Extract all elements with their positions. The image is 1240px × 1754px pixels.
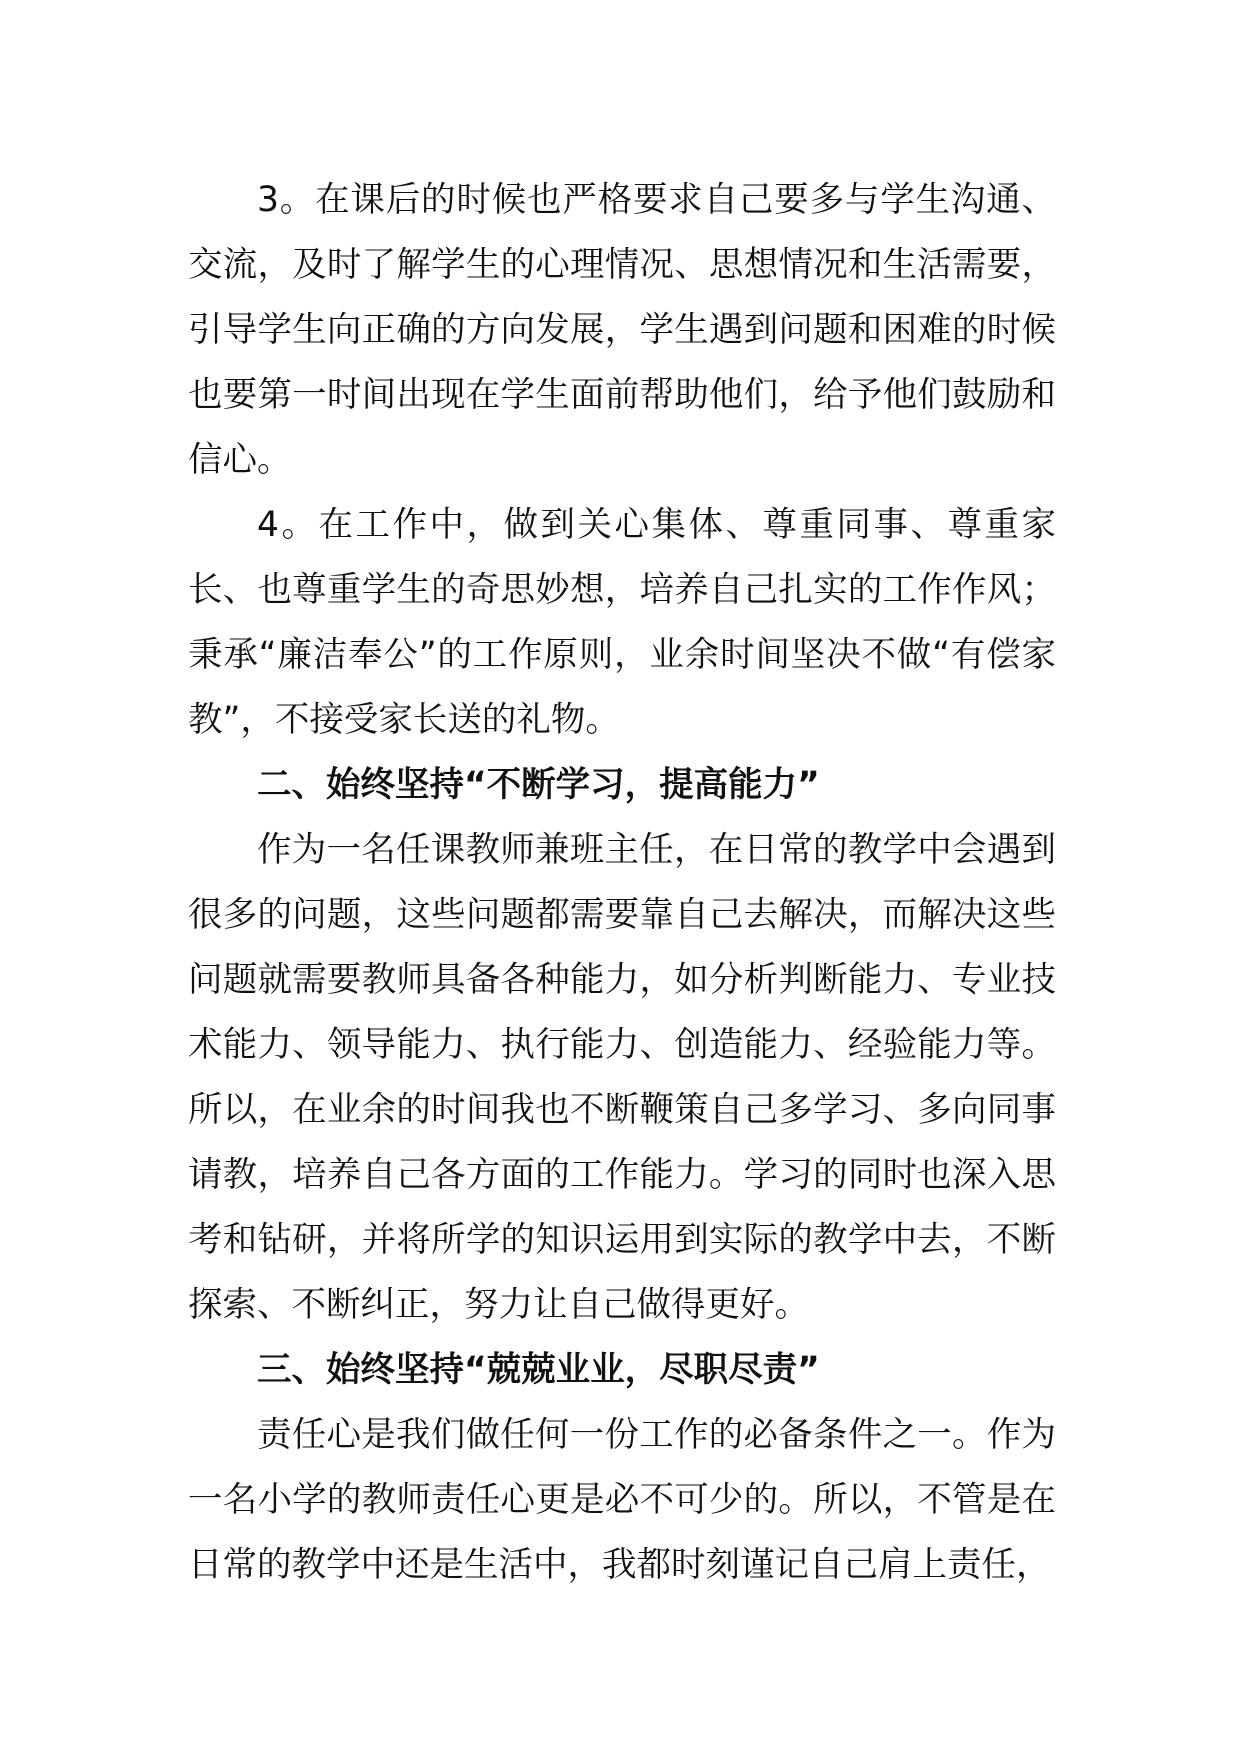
paragraph-section-2: 作为一名任课教师兼班主任，在日常的教学中会遇到很多的问题，这些问题都需要靠自己去解决，而解决这些问题就需要教师具备各种能力，如分析判断能力、专业技术能力、领导能力、执行能力、创造能力、经验能力等。所以，在业余的时间我也不断鞭策自己多学习、多向同事请教，培养自己各方面的工作能力。学习的同时也深入思考和钻研，并将所学的知识运用到实际的教学中去，不断探索、不断纠正，努力让自己做得更好。 xyxy=(188,830,1056,1325)
section-heading-3: 三、始终坚持“兢兢业业，尽职尽责” xyxy=(257,1350,820,1390)
paragraph-item-3: 3。在课后的时候也严格要求自己要多与学生沟通、交流，及时了解学生的心理情况、思想情况和生活需要，引导学生向正确的方向发展，学生遇到问题和困难的时候也要第一时间出现在学生面前帮助他们，给予他们鼓励和信心。 xyxy=(188,180,1056,480)
section-heading-2: 二、始终坚持“不断学习，提高能力” xyxy=(257,765,820,805)
paragraph-item-4: 4。在工作中，做到关心集体、尊重同事、尊重家长、也尊重学生的奇思妙想，培养自己扎实的工作作风；秉承“廉洁奉公”的工作原则，业余时间坚决不做“有偿家教”，不接受家长送的礼物。 xyxy=(188,505,1056,740)
document-page xyxy=(188,168,1056,1598)
paragraph-section-3: 责任心是我们做任何一份工作的必备条件之一。作为一名小学的教师责任心更是必不可少的。所以，不管是在日常的教学中还是生活中，我都时刻谨记自己肩上责任， xyxy=(188,1415,1056,1585)
